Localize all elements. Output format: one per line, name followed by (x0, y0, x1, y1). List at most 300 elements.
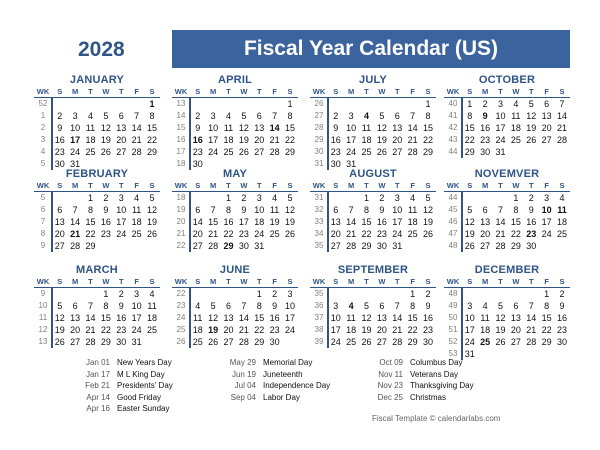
holiday-item (371, 357, 474, 369)
week-row (172, 146, 298, 158)
day-cell: 9 (528, 205, 534, 215)
week-number-header: WK (312, 87, 326, 96)
day-cell: 25 (223, 147, 234, 157)
day-cell: 21 (208, 229, 219, 239)
day-cell: 25 (269, 229, 280, 239)
day-cell: 12 (423, 205, 434, 215)
month-name: JULY (359, 74, 387, 86)
day-cell: 22 (510, 229, 521, 239)
day-cell: 21 (495, 229, 506, 239)
weekday-label: T (226, 277, 231, 286)
day-cell: 19 (361, 325, 372, 335)
day-cell: 11 (85, 123, 96, 133)
week-number: 1 (40, 111, 46, 120)
day-cell: 30 (376, 241, 387, 251)
day-cell: 12 (208, 313, 219, 323)
holiday-item (224, 369, 330, 381)
week-row (34, 336, 160, 348)
day-cell: 5 (497, 301, 503, 311)
week-number: 43 (448, 135, 458, 144)
day-cell: 26 (464, 241, 475, 251)
day-cell (343, 192, 358, 204)
day-cell: 14 (392, 313, 403, 323)
day-cell: 13 (376, 313, 387, 323)
week-number: 40 (448, 99, 458, 108)
weekday-label: W (240, 277, 248, 286)
day-cell: 14 (495, 217, 506, 227)
week-row (172, 312, 298, 324)
day-cell: 16 (423, 313, 434, 323)
week-number: 13 (176, 99, 186, 108)
day-cell: 31 (131, 337, 142, 347)
day-cell: 23 (480, 135, 491, 145)
day-cell: 4 (87, 111, 93, 121)
day-cell: 19 (208, 325, 219, 335)
weekday-label: T (256, 87, 262, 96)
week-number: 42 (448, 123, 458, 132)
day-cell (508, 288, 523, 300)
day-cell (52, 288, 67, 300)
month-grid (310, 277, 436, 348)
weekday-label: F (272, 87, 277, 96)
day-cell (554, 146, 569, 158)
week-row (310, 134, 436, 146)
day-cell: 18 (361, 135, 372, 145)
week-number-header: WK (446, 277, 460, 286)
day-cell: 24 (254, 229, 265, 239)
week-number: 16 (176, 135, 186, 144)
day-cell (83, 288, 98, 300)
weekday-label: T (394, 181, 400, 190)
holiday-name: Good Friday (117, 392, 162, 402)
day-cell: 18 (480, 325, 491, 335)
weekday-label: S (57, 277, 63, 286)
day-cell: 30 (330, 159, 341, 169)
day-cell: 3 (72, 111, 78, 121)
week-number: 37 (314, 313, 324, 322)
week-number: 48 (448, 289, 458, 298)
day-cell: 13 (70, 313, 81, 323)
day-cell: 7 (497, 205, 503, 215)
week-number: 45 (448, 205, 458, 214)
day-cell: 22 (223, 229, 234, 239)
day-cell (374, 98, 389, 110)
day-cell (129, 240, 144, 252)
week-number: 8 (40, 229, 46, 238)
week-number: 11 (38, 313, 48, 322)
week-divider (327, 288, 329, 348)
day-cell: 21 (269, 135, 280, 145)
day-cell: 26 (208, 337, 219, 347)
day-cell: 15 (208, 217, 219, 227)
day-cell (205, 288, 220, 300)
day-cell: 15 (423, 123, 434, 133)
day-cell: 12 (147, 205, 158, 215)
day-cell: 20 (392, 135, 403, 145)
day-cell: 13 (223, 313, 234, 323)
week-number: 35 (314, 241, 324, 250)
weekday-label: S (559, 277, 565, 286)
week-row (172, 324, 298, 336)
day-cell (52, 98, 67, 110)
week-number: 25 (176, 325, 186, 334)
week-number: 13 (38, 337, 48, 346)
day-cell: 4 (195, 301, 201, 311)
day-cell: 16 (526, 217, 537, 227)
day-cell: 3 (256, 193, 262, 203)
day-cell: 12 (376, 123, 387, 133)
week-row (34, 192, 160, 204)
holiday-item (78, 357, 173, 369)
week-number: 6 (40, 205, 46, 214)
weekday-label: T (88, 277, 93, 286)
week-number: 50 (448, 313, 458, 322)
weekday-label: T (364, 277, 369, 286)
weekday-label: F (410, 181, 415, 190)
week-divider (189, 288, 191, 348)
weekday-label: T (118, 181, 124, 190)
week-number: 12 (38, 325, 48, 334)
day-cell: 2 (425, 289, 431, 299)
day-cell: 30 (423, 337, 434, 347)
day-cell: 3 (134, 289, 140, 299)
week-row (34, 312, 160, 324)
day-cell (343, 98, 358, 110)
day-cell: 17 (208, 135, 219, 145)
day-cell: 31 (464, 349, 475, 359)
day-cell: 24 (495, 135, 506, 145)
weekday-label: T (498, 277, 503, 286)
day-cell: 17 (131, 313, 142, 323)
month-january (34, 74, 160, 170)
weekday-label: S (57, 87, 63, 96)
day-cell: 4 (149, 289, 155, 299)
day-cell: 12 (526, 111, 537, 121)
day-cell: 30 (480, 147, 491, 157)
day-cell: 26 (238, 147, 249, 157)
day-cell: 17 (464, 325, 475, 335)
month-name: MAY (222, 168, 248, 180)
month-october (444, 74, 570, 158)
week-row (310, 312, 436, 324)
day-cell (190, 288, 205, 300)
day-cell: 24 (131, 325, 142, 335)
weekday-label: W (512, 87, 520, 96)
day-cell (477, 192, 492, 204)
day-cell (236, 98, 251, 110)
day-cell (282, 336, 297, 348)
day-cell: 22 (254, 325, 265, 335)
day-cell: 27 (392, 147, 403, 157)
holiday-date: Apr 14 (86, 392, 110, 402)
day-cell (67, 192, 82, 204)
day-cell: 3 (394, 193, 400, 203)
holiday-date: Apr 16 (86, 404, 110, 413)
day-cell: 1 (149, 99, 155, 109)
day-cell: 17 (330, 325, 341, 335)
day-cell: 21 (407, 135, 418, 145)
day-cell: 2 (559, 289, 565, 299)
day-cell: 21 (131, 135, 142, 145)
day-cell: 19 (423, 217, 434, 227)
week-number: 32 (314, 205, 324, 214)
day-cell: 16 (116, 313, 127, 323)
day-cell: 7 (528, 301, 534, 311)
day-cell (144, 336, 159, 348)
day-cell: 29 (85, 241, 96, 251)
week-number: 26 (176, 337, 186, 346)
week-number: 18 (176, 193, 186, 202)
day-cell: 3 (497, 99, 503, 109)
weekday-label: T (118, 277, 124, 286)
weekday-header (172, 277, 298, 288)
day-cell: 3 (467, 301, 473, 311)
day-cell: 8 (287, 111, 293, 121)
day-cell (524, 146, 539, 158)
day-cell (524, 288, 539, 300)
day-cell: 2 (57, 111, 63, 121)
week-row (444, 110, 570, 122)
day-cell: 1 (410, 289, 416, 299)
day-cell: 24 (116, 229, 127, 239)
day-cell: 9 (272, 301, 278, 311)
month-grid (172, 181, 298, 252)
day-cell: 11 (511, 111, 521, 121)
week-number: 3 (40, 135, 46, 144)
weekday-label: M (71, 277, 79, 286)
day-cell: 9 (559, 301, 565, 311)
weekday-label: M (481, 181, 489, 190)
week-number: 20 (176, 217, 186, 226)
day-cell: 17 (70, 135, 81, 145)
day-cell: 20 (116, 135, 127, 145)
day-cell: 12 (100, 123, 111, 133)
day-cell: 12 (361, 313, 372, 323)
day-cell: 30 (526, 241, 537, 251)
week-row (310, 300, 436, 312)
day-cell: 10 (330, 313, 341, 323)
day-cell: 28 (70, 241, 81, 251)
day-cell: 18 (510, 123, 521, 133)
day-cell: 2 (482, 99, 488, 109)
day-cell: 29 (510, 241, 521, 251)
holiday-name: Christmas (410, 392, 447, 402)
day-cell (221, 288, 236, 300)
week-row (34, 228, 160, 240)
week-number: 2 (40, 123, 46, 132)
holiday-column-1 (78, 357, 173, 415)
week-number: 52 (448, 337, 458, 346)
day-cell: 19 (526, 123, 537, 133)
day-cell: 24 (392, 229, 403, 239)
week-row (172, 204, 298, 216)
week-row (172, 134, 298, 146)
month-name: MARCH (76, 264, 118, 276)
month-may (172, 168, 298, 252)
day-cell: 16 (100, 217, 111, 227)
holiday-column-3 (371, 357, 474, 403)
day-cell: 29 (423, 147, 434, 157)
weekday-label: F (544, 181, 549, 190)
weekday-header (172, 87, 298, 98)
week-row (172, 336, 298, 348)
month-grid (34, 181, 160, 252)
weekday-header (172, 181, 298, 192)
day-cell: 1 (425, 99, 431, 109)
day-cell: 25 (85, 147, 96, 157)
week-number: 46 (448, 217, 458, 226)
day-cell: 12 (495, 313, 506, 323)
day-cell (205, 98, 220, 110)
day-cell: 18 (254, 217, 265, 227)
week-number-header: WK (174, 87, 188, 96)
week-row (444, 134, 570, 146)
weekday-label: S (57, 181, 63, 190)
weekday-label: S (195, 87, 201, 96)
week-row (444, 240, 570, 252)
day-cell (508, 146, 523, 158)
month-march (34, 264, 160, 348)
month-name: FEBRUARY (65, 168, 129, 180)
day-cell: 13 (541, 111, 552, 121)
day-cell: 6 (57, 205, 63, 215)
day-cell: 28 (495, 241, 506, 251)
day-cell: 25 (510, 135, 521, 145)
weekday-label: S (559, 87, 565, 96)
week-row (444, 288, 570, 300)
day-cell: 9 (118, 301, 124, 311)
week-row (444, 122, 570, 134)
day-cell: 5 (528, 99, 534, 109)
day-cell: 18 (131, 217, 142, 227)
weekday-label: T (88, 87, 93, 96)
day-cell: 27 (376, 337, 387, 347)
month-april (172, 74, 298, 170)
day-cell: 14 (346, 217, 357, 227)
week-number: 26 (314, 99, 324, 108)
day-cell: 14 (269, 123, 280, 133)
day-cell: 5 (149, 193, 155, 203)
day-cell (67, 288, 82, 300)
day-cell: 26 (361, 337, 372, 347)
day-cell: 31 (346, 159, 357, 169)
day-cell: 7 (348, 205, 354, 215)
day-cell: 24 (330, 337, 341, 347)
week-number: 24 (176, 313, 186, 322)
day-cell: 20 (480, 229, 491, 239)
day-cell: 8 (544, 301, 550, 311)
day-cell: 2 (195, 111, 201, 121)
month-december (444, 264, 570, 360)
day-cell: 29 (541, 337, 552, 347)
week-divider (327, 192, 329, 252)
day-cell: 4 (272, 193, 278, 203)
day-cell: 7 (272, 111, 278, 121)
week-number: 48 (448, 241, 458, 250)
week-number: 17 (176, 147, 186, 156)
day-cell: 22 (100, 325, 111, 335)
day-cell: 16 (480, 123, 491, 133)
day-cell: 15 (407, 313, 418, 323)
day-cell: 2 (333, 111, 339, 121)
day-cell: 22 (464, 135, 475, 145)
weekday-label: S (287, 277, 293, 286)
weekday-label: T (528, 277, 534, 286)
weekday-label: T (394, 277, 400, 286)
weekday-label: F (272, 181, 277, 190)
holiday-date: May 29 (229, 358, 256, 367)
day-cell: 25 (480, 337, 491, 347)
day-cell: 9 (333, 123, 339, 133)
week-number: 44 (448, 193, 458, 202)
weekday-label: F (134, 87, 139, 96)
day-cell: 15 (285, 123, 296, 133)
day-cell: 2 (528, 193, 534, 203)
holiday-date: Jun 19 (231, 369, 256, 379)
week-number: 47 (448, 229, 458, 238)
weekday-label: M (481, 277, 489, 286)
day-cell: 4 (363, 111, 369, 121)
day-cell: 24 (70, 147, 81, 157)
day-cell: 25 (346, 337, 357, 347)
month-february (34, 168, 160, 252)
weekday-label: W (378, 87, 386, 96)
day-cell: 19 (495, 325, 506, 335)
weekday-label: F (544, 277, 549, 286)
day-cell: 14 (407, 123, 418, 133)
day-cell: 27 (116, 147, 127, 157)
week-number: 9 (40, 241, 46, 250)
day-cell: 9 (241, 205, 247, 215)
day-cell (98, 240, 113, 252)
day-cell: 28 (269, 147, 280, 157)
day-cell (236, 288, 251, 300)
day-cell: 16 (192, 135, 203, 145)
day-cell: 6 (118, 111, 124, 121)
day-cell: 14 (238, 313, 249, 323)
day-cell: 23 (376, 229, 387, 239)
week-number: 34 (314, 229, 324, 238)
week-number: 18 (176, 159, 186, 168)
week-row (34, 146, 160, 158)
week-row (172, 192, 298, 204)
holiday-date: Dec 25 (377, 392, 403, 402)
day-cell: 4 (348, 301, 354, 311)
day-cell: 16 (557, 313, 568, 323)
day-cell: 6 (195, 205, 201, 215)
day-cell: 10 (208, 123, 219, 133)
day-cell: 22 (361, 229, 372, 239)
weekday-label: M (209, 87, 217, 96)
week-row (310, 228, 436, 240)
weekday-label: S (333, 277, 339, 286)
week-row (444, 228, 570, 240)
weekday-label: F (134, 277, 139, 286)
day-cell: 15 (541, 313, 552, 323)
day-cell: 15 (254, 313, 265, 323)
day-cell: 12 (238, 123, 249, 133)
holiday-date: Jan 01 (85, 358, 110, 367)
month-grid (172, 87, 298, 170)
day-cell: 25 (192, 337, 203, 347)
day-cell: 6 (225, 301, 231, 311)
weekday-label: W (378, 277, 386, 286)
day-cell (374, 288, 389, 300)
weekday-header (34, 87, 160, 98)
day-cell: 20 (510, 325, 521, 335)
weekday-label: T (528, 87, 534, 96)
day-cell (114, 98, 129, 110)
